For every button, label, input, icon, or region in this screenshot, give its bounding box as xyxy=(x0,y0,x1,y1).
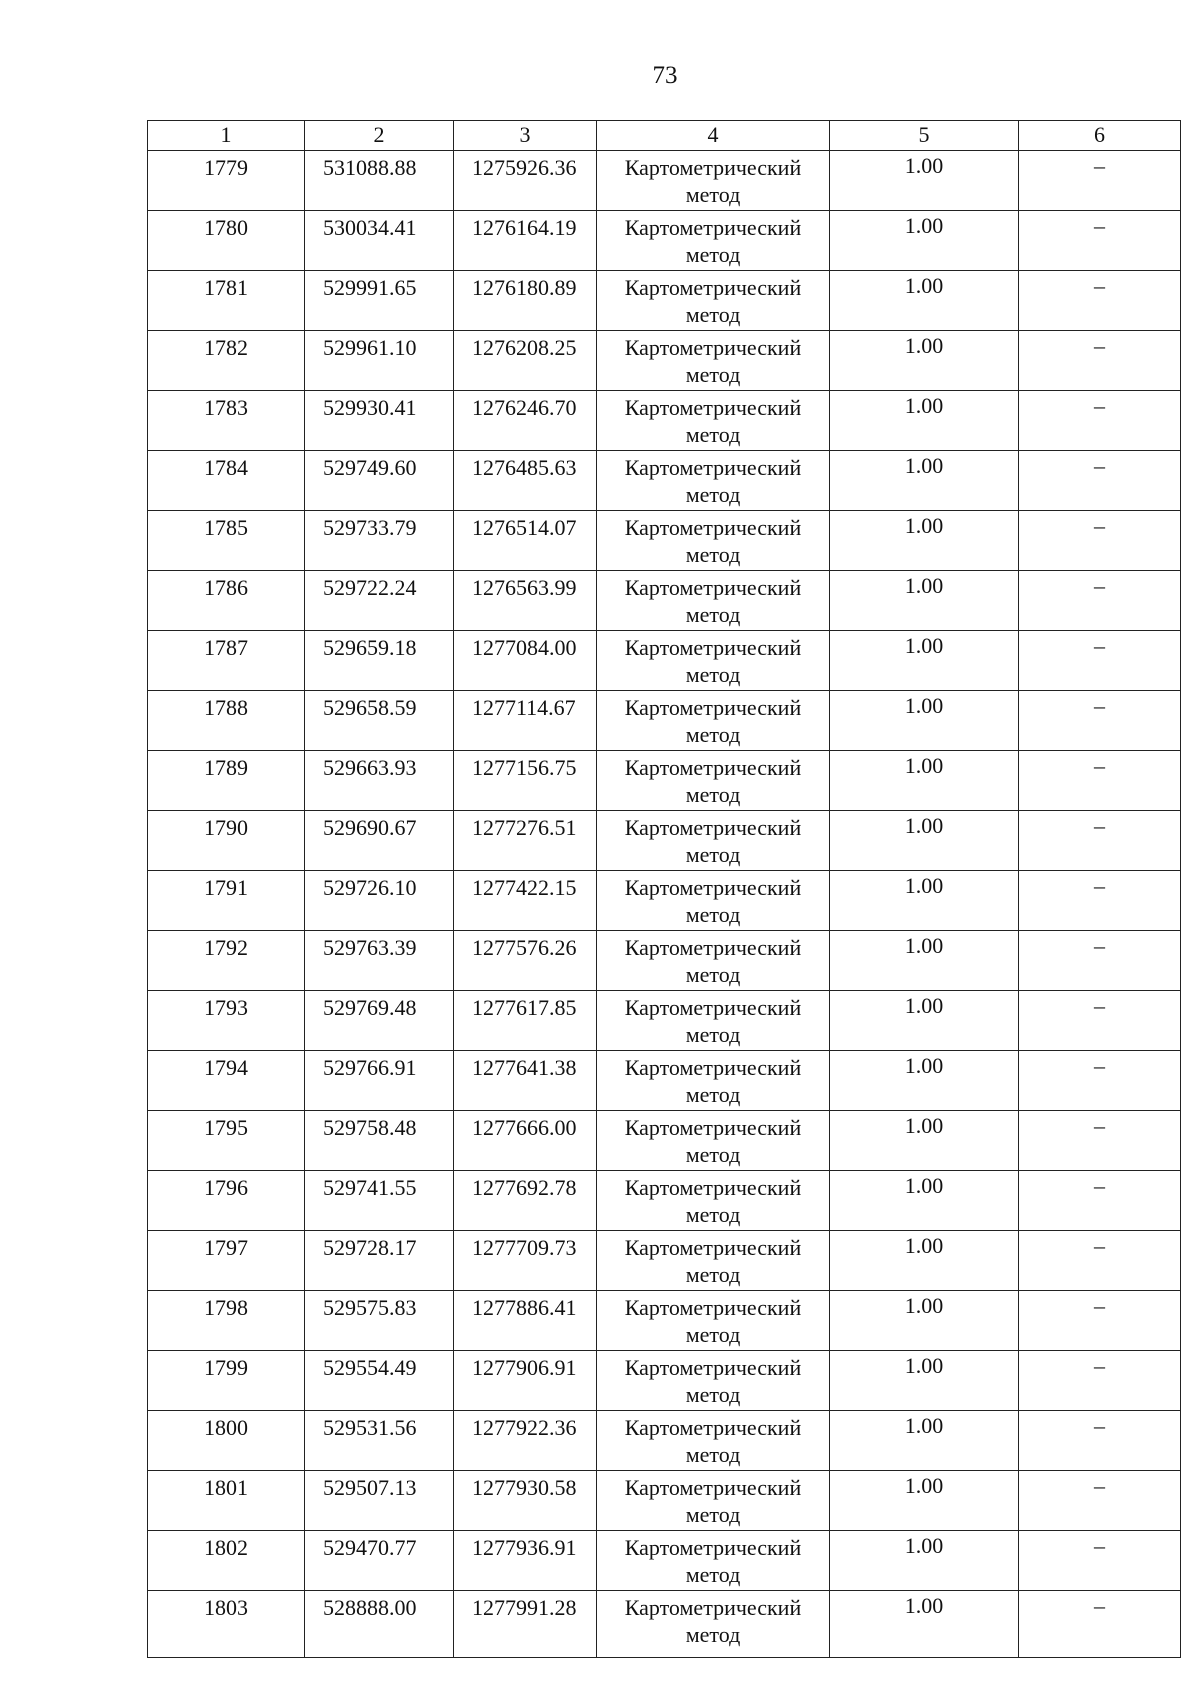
precision-cell: 1.00 xyxy=(830,331,1019,391)
x-coordinate-cell: 529961.10 xyxy=(305,331,454,391)
table-row xyxy=(148,931,1181,991)
note-cell: – xyxy=(1019,391,1181,451)
column-header: 2 xyxy=(305,121,454,151)
y-coordinate-cell: 1276514.07 xyxy=(454,511,597,571)
point-number-cell: 1789 xyxy=(148,751,305,811)
note-cell: – xyxy=(1019,211,1181,271)
method-cell: Картометрический метод xyxy=(597,751,830,811)
note-cell: – xyxy=(1019,1531,1181,1591)
y-coordinate-cell: 1277084.00 xyxy=(454,631,597,691)
note-cell: – xyxy=(1019,571,1181,631)
point-number-cell: 1798 xyxy=(148,1291,305,1351)
x-coordinate-cell: 529991.65 xyxy=(305,271,454,331)
note-cell: – xyxy=(1019,931,1181,991)
table-row xyxy=(148,1231,1181,1291)
point-number-cell: 1785 xyxy=(148,511,305,571)
x-coordinate-cell: 529663.93 xyxy=(305,751,454,811)
x-coordinate-cell: 531088.88 xyxy=(305,151,454,211)
precision-cell: 1.00 xyxy=(830,931,1019,991)
table-row xyxy=(148,991,1181,1051)
note-cell: – xyxy=(1019,1051,1181,1111)
y-coordinate-cell: 1276208.25 xyxy=(454,331,597,391)
precision-cell: 1.00 xyxy=(830,631,1019,691)
table-row xyxy=(148,691,1181,751)
x-coordinate-cell: 529690.67 xyxy=(305,811,454,871)
table-row xyxy=(148,211,1181,271)
point-number-cell: 1792 xyxy=(148,931,305,991)
table-row xyxy=(148,1291,1181,1351)
point-number-cell: 1780 xyxy=(148,211,305,271)
y-coordinate-cell: 1276246.70 xyxy=(454,391,597,451)
point-number-cell: 1788 xyxy=(148,691,305,751)
point-number-cell: 1784 xyxy=(148,451,305,511)
method-cell: Картометрический метод xyxy=(597,811,830,871)
method-cell: Картометрический метод xyxy=(597,1411,830,1471)
y-coordinate-cell: 1277936.91 xyxy=(454,1531,597,1591)
point-number-cell: 1786 xyxy=(148,571,305,631)
precision-cell: 1.00 xyxy=(830,991,1019,1051)
x-coordinate-cell: 529470.77 xyxy=(305,1531,454,1591)
precision-cell: 1.00 xyxy=(830,1231,1019,1291)
y-coordinate-cell: 1277692.78 xyxy=(454,1171,597,1231)
column-header: 3 xyxy=(454,121,597,151)
x-coordinate-cell: 529741.55 xyxy=(305,1171,454,1231)
method-cell: Картометрический метод xyxy=(597,1471,830,1531)
x-coordinate-cell: 529575.83 xyxy=(305,1291,454,1351)
method-cell: Картометрический метод xyxy=(597,1171,830,1231)
method-cell: Картометрический метод xyxy=(597,871,830,931)
x-coordinate-cell: 529733.79 xyxy=(305,511,454,571)
column-header: 6 xyxy=(1019,121,1181,151)
point-number-cell: 1801 xyxy=(148,1471,305,1531)
method-cell: Картометрический метод xyxy=(597,151,830,211)
precision-cell: 1.00 xyxy=(830,1411,1019,1471)
x-coordinate-cell: 529728.17 xyxy=(305,1231,454,1291)
method-cell: Картометрический метод xyxy=(597,331,830,391)
y-coordinate-cell: 1277422.15 xyxy=(454,871,597,931)
note-cell: – xyxy=(1019,691,1181,751)
note-cell: – xyxy=(1019,331,1181,391)
method-cell: Картометрический метод xyxy=(597,631,830,691)
y-coordinate-cell: 1277922.36 xyxy=(454,1411,597,1471)
x-coordinate-cell: 529763.39 xyxy=(305,931,454,991)
table-row xyxy=(148,631,1181,691)
x-coordinate-cell: 529531.56 xyxy=(305,1411,454,1471)
method-cell: Картометрический метод xyxy=(597,511,830,571)
point-number-cell: 1793 xyxy=(148,991,305,1051)
x-coordinate-cell: 529726.10 xyxy=(305,871,454,931)
method-cell: Картометрический метод xyxy=(597,1291,830,1351)
method-cell: Картометрический метод xyxy=(597,451,830,511)
y-coordinate-cell: 1276164.19 xyxy=(454,211,597,271)
table-row xyxy=(148,571,1181,631)
y-coordinate-cell: 1277886.41 xyxy=(454,1291,597,1351)
method-cell: Картометрический метод xyxy=(597,211,830,271)
precision-cell: 1.00 xyxy=(830,1531,1019,1591)
table-row xyxy=(148,1051,1181,1111)
y-coordinate-cell: 1277114.67 xyxy=(454,691,597,751)
precision-cell: 1.00 xyxy=(830,451,1019,511)
precision-cell: 1.00 xyxy=(830,871,1019,931)
note-cell: – xyxy=(1019,511,1181,571)
point-number-cell: 1797 xyxy=(148,1231,305,1291)
table-row xyxy=(148,1591,1181,1658)
precision-cell: 1.00 xyxy=(830,691,1019,751)
note-cell: – xyxy=(1019,631,1181,691)
method-cell: Картометрический метод xyxy=(597,1051,830,1111)
table-row xyxy=(148,451,1181,511)
table-header-row xyxy=(148,121,1181,151)
precision-cell: 1.00 xyxy=(830,151,1019,211)
x-coordinate-cell: 529554.49 xyxy=(305,1351,454,1411)
precision-cell: 1.00 xyxy=(830,391,1019,451)
point-number-cell: 1799 xyxy=(148,1351,305,1411)
note-cell: – xyxy=(1019,871,1181,931)
point-number-cell: 1800 xyxy=(148,1411,305,1471)
precision-cell: 1.00 xyxy=(830,511,1019,571)
y-coordinate-cell: 1276485.63 xyxy=(454,451,597,511)
table-row xyxy=(148,1471,1181,1531)
point-number-cell: 1794 xyxy=(148,1051,305,1111)
note-cell: – xyxy=(1019,1351,1181,1411)
point-number-cell: 1796 xyxy=(148,1171,305,1231)
method-cell: Картометрический метод xyxy=(597,271,830,331)
method-cell: Картометрический метод xyxy=(597,571,830,631)
point-number-cell: 1803 xyxy=(148,1591,305,1658)
point-number-cell: 1779 xyxy=(148,151,305,211)
precision-cell: 1.00 xyxy=(830,571,1019,631)
column-header: 1 xyxy=(148,121,305,151)
note-cell: – xyxy=(1019,1171,1181,1231)
method-cell: Картометрический метод xyxy=(597,931,830,991)
point-number-cell: 1795 xyxy=(148,1111,305,1171)
note-cell: – xyxy=(1019,811,1181,871)
table-row xyxy=(148,1171,1181,1231)
precision-cell: 1.00 xyxy=(830,1471,1019,1531)
y-coordinate-cell: 1277617.85 xyxy=(454,991,597,1051)
note-cell: – xyxy=(1019,1231,1181,1291)
note-cell: – xyxy=(1019,1471,1181,1531)
point-number-cell: 1782 xyxy=(148,331,305,391)
x-coordinate-cell: 528888.00 xyxy=(305,1591,454,1658)
note-cell: – xyxy=(1019,451,1181,511)
note-cell: – xyxy=(1019,1111,1181,1171)
precision-cell: 1.00 xyxy=(830,211,1019,271)
note-cell: – xyxy=(1019,1411,1181,1471)
x-coordinate-cell: 529749.60 xyxy=(305,451,454,511)
note-cell: – xyxy=(1019,991,1181,1051)
precision-cell: 1.00 xyxy=(830,271,1019,331)
table-row xyxy=(148,1111,1181,1171)
y-coordinate-cell: 1277709.73 xyxy=(454,1231,597,1291)
precision-cell: 1.00 xyxy=(830,811,1019,871)
x-coordinate-cell: 529766.91 xyxy=(305,1051,454,1111)
note-cell: – xyxy=(1019,751,1181,811)
precision-cell: 1.00 xyxy=(830,1291,1019,1351)
x-coordinate-cell: 530034.41 xyxy=(305,211,454,271)
note-cell: – xyxy=(1019,1291,1181,1351)
note-cell: – xyxy=(1019,1591,1181,1658)
y-coordinate-cell: 1277641.38 xyxy=(454,1051,597,1111)
method-cell: Картометрический метод xyxy=(597,1531,830,1591)
method-cell: Картометрический метод xyxy=(597,691,830,751)
table-row xyxy=(148,1411,1181,1471)
method-cell: Картометрический метод xyxy=(597,1111,830,1171)
y-coordinate-cell: 1277156.75 xyxy=(454,751,597,811)
y-coordinate-cell: 1276180.89 xyxy=(454,271,597,331)
precision-cell: 1.00 xyxy=(830,1351,1019,1411)
table-row xyxy=(148,871,1181,931)
precision-cell: 1.00 xyxy=(830,1051,1019,1111)
x-coordinate-cell: 529930.41 xyxy=(305,391,454,451)
method-cell: Картометрический метод xyxy=(597,391,830,451)
point-number-cell: 1802 xyxy=(148,1531,305,1591)
precision-cell: 1.00 xyxy=(830,1591,1019,1658)
table-row xyxy=(148,751,1181,811)
method-cell: Картометрический метод xyxy=(597,1351,830,1411)
table-row xyxy=(148,271,1181,331)
x-coordinate-cell: 529507.13 xyxy=(305,1471,454,1531)
precision-cell: 1.00 xyxy=(830,1171,1019,1231)
table-row xyxy=(148,511,1181,571)
y-coordinate-cell: 1277276.51 xyxy=(454,811,597,871)
method-cell: Картометрический метод xyxy=(597,991,830,1051)
x-coordinate-cell: 529769.48 xyxy=(305,991,454,1051)
table-row xyxy=(148,811,1181,871)
y-coordinate-cell: 1277576.26 xyxy=(454,931,597,991)
point-number-cell: 1781 xyxy=(148,271,305,331)
x-coordinate-cell: 529659.18 xyxy=(305,631,454,691)
method-cell: Картометрический метод xyxy=(597,1591,830,1658)
precision-cell: 1.00 xyxy=(830,751,1019,811)
y-coordinate-cell: 1277666.00 xyxy=(454,1111,597,1171)
x-coordinate-cell: 529658.59 xyxy=(305,691,454,751)
x-coordinate-cell: 529758.48 xyxy=(305,1111,454,1171)
table-row xyxy=(148,391,1181,451)
note-cell: – xyxy=(1019,271,1181,331)
note-cell: – xyxy=(1019,151,1181,211)
y-coordinate-cell: 1276563.99 xyxy=(454,571,597,631)
method-cell: Картометрический метод xyxy=(597,1231,830,1291)
point-number-cell: 1783 xyxy=(148,391,305,451)
table-row xyxy=(148,151,1181,211)
coordinates-table xyxy=(147,120,1181,1658)
point-number-cell: 1791 xyxy=(148,871,305,931)
page-number: 73 xyxy=(652,62,678,89)
x-coordinate-cell: 529722.24 xyxy=(305,571,454,631)
point-number-cell: 1787 xyxy=(148,631,305,691)
y-coordinate-cell: 1277991.28 xyxy=(454,1591,597,1658)
table-row xyxy=(148,1351,1181,1411)
precision-cell: 1.00 xyxy=(830,1111,1019,1171)
point-number-cell: 1790 xyxy=(148,811,305,871)
column-header: 5 xyxy=(830,121,1019,151)
y-coordinate-cell: 1277906.91 xyxy=(454,1351,597,1411)
table-row xyxy=(148,331,1181,391)
y-coordinate-cell: 1275926.36 xyxy=(454,151,597,211)
column-header: 4 xyxy=(597,121,830,151)
y-coordinate-cell: 1277930.58 xyxy=(454,1471,597,1531)
table-row xyxy=(148,1531,1181,1591)
